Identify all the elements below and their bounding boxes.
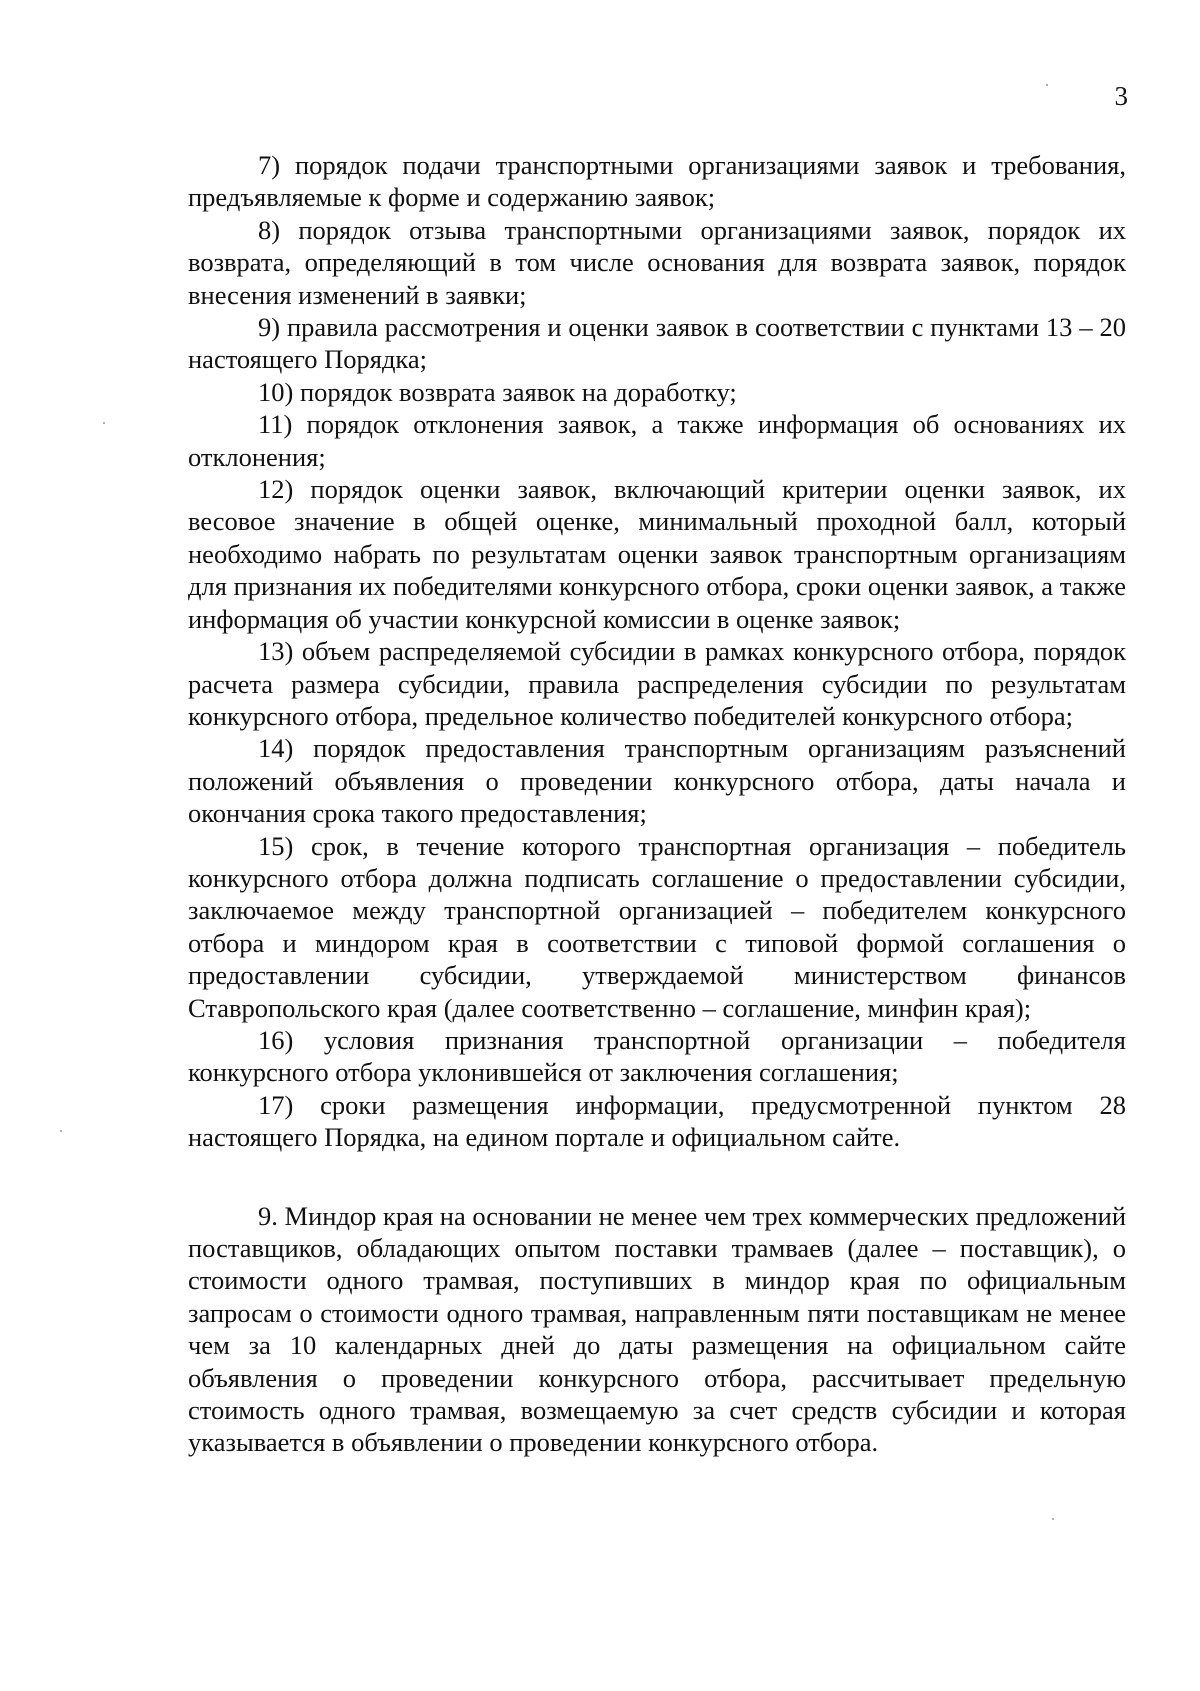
list-item: 7) порядок подачи транспортными организациями заявок и требования, предъявляемые к форме и содержанию заявок; bbox=[188, 150, 1126, 213]
list-item: 15) срок, в течение которого транспортная организация – победитель конкурсного отбора должна подписать соглашение о предоставлении субсидии, заключаемое между транспортной организацией – победителем конкурсного отбора и миндором края в соответствии с типовой формой соглашения о предоставлении субсидии, утверждаемой министерством финансов Ставропольского края (далее соответственно – соглашение, минфин края); bbox=[188, 830, 1126, 1023]
scan-speck bbox=[103, 422, 105, 424]
scan-speck bbox=[1046, 84, 1048, 86]
list-item: 9) правила рассмотрения и оценки заявок в соответствии с пунктами 13 – 20 настоящего Порядка; bbox=[188, 312, 1126, 375]
list-item: 8) порядок отзыва транспортными организациями заявок, порядок их возврата, определяющий в том числе основания для возврата заявок, порядок внесения изменений в заявки; bbox=[188, 214, 1126, 310]
list-item: 11) порядок отклонения заявок, а также информация об основаниях их отклонения; bbox=[188, 409, 1126, 472]
scan-speck bbox=[60, 1130, 62, 1132]
list-item: 16) условия признания транспортной организации – победителя конкурсного отбора уклонившейся от заключения соглашения; bbox=[188, 1024, 1126, 1088]
list-item: 13) объем распределяемой субсидии в рамках конкурсного отбора, порядок расчета размера субсидии, правила распределения субсидии по результатам конкурсного отбора, предельное количество победителей конкурсного отбора; bbox=[188, 636, 1126, 731]
document-body bbox=[188, 149, 1126, 1459]
page-number: 3 bbox=[1114, 81, 1128, 111]
list-item: 17) сроки размещения информации, предусмотренной пунктом 28 настоящего Порядка, на едином портале и официальном сайте. bbox=[188, 1089, 1126, 1153]
list-item: 10) порядок возврата заявок на доработку; bbox=[258, 376, 737, 407]
section-paragraph-9: 9. Миндор края на основании не менее чем трех коммерческих предложений поставщиков, обладающих опытом поставки трамваев (далее – поставщик), о стоимости одного трамвая, поступивших в миндор края по официальным запросам о стоимости одного трамвая, направленным пяти поставщикам не менее чем за 10 календарных дней до даты размещения на официальном сайте объявления о проведении конкурсного отбора, рассчитывает предельную стоимость одного трамвая, возмещаемую за счет средств субсидии и которая указывается в объявлении о проведении конкурсного отбора. bbox=[188, 1200, 1126, 1458]
list-item: 12) порядок оценки заявок, включающий критерии оценки заявок, их весовое значение в общей оценке, минимальный проходной балл, который необходимо набрать по результатам оценки заявок транспортным организациям для признания их победителями конкурсного отбора, сроки оценки заявок, а также информация об участии конкурсной комиссии в оценке заявок; bbox=[188, 474, 1126, 634]
scan-speck bbox=[1052, 1518, 1054, 1520]
list-item: 14) порядок предоставления транспортным организациям разъяснений положений объявления о проведении конкурсного отбора, даты начала и окончания срока такого предоставления; bbox=[188, 733, 1126, 829]
